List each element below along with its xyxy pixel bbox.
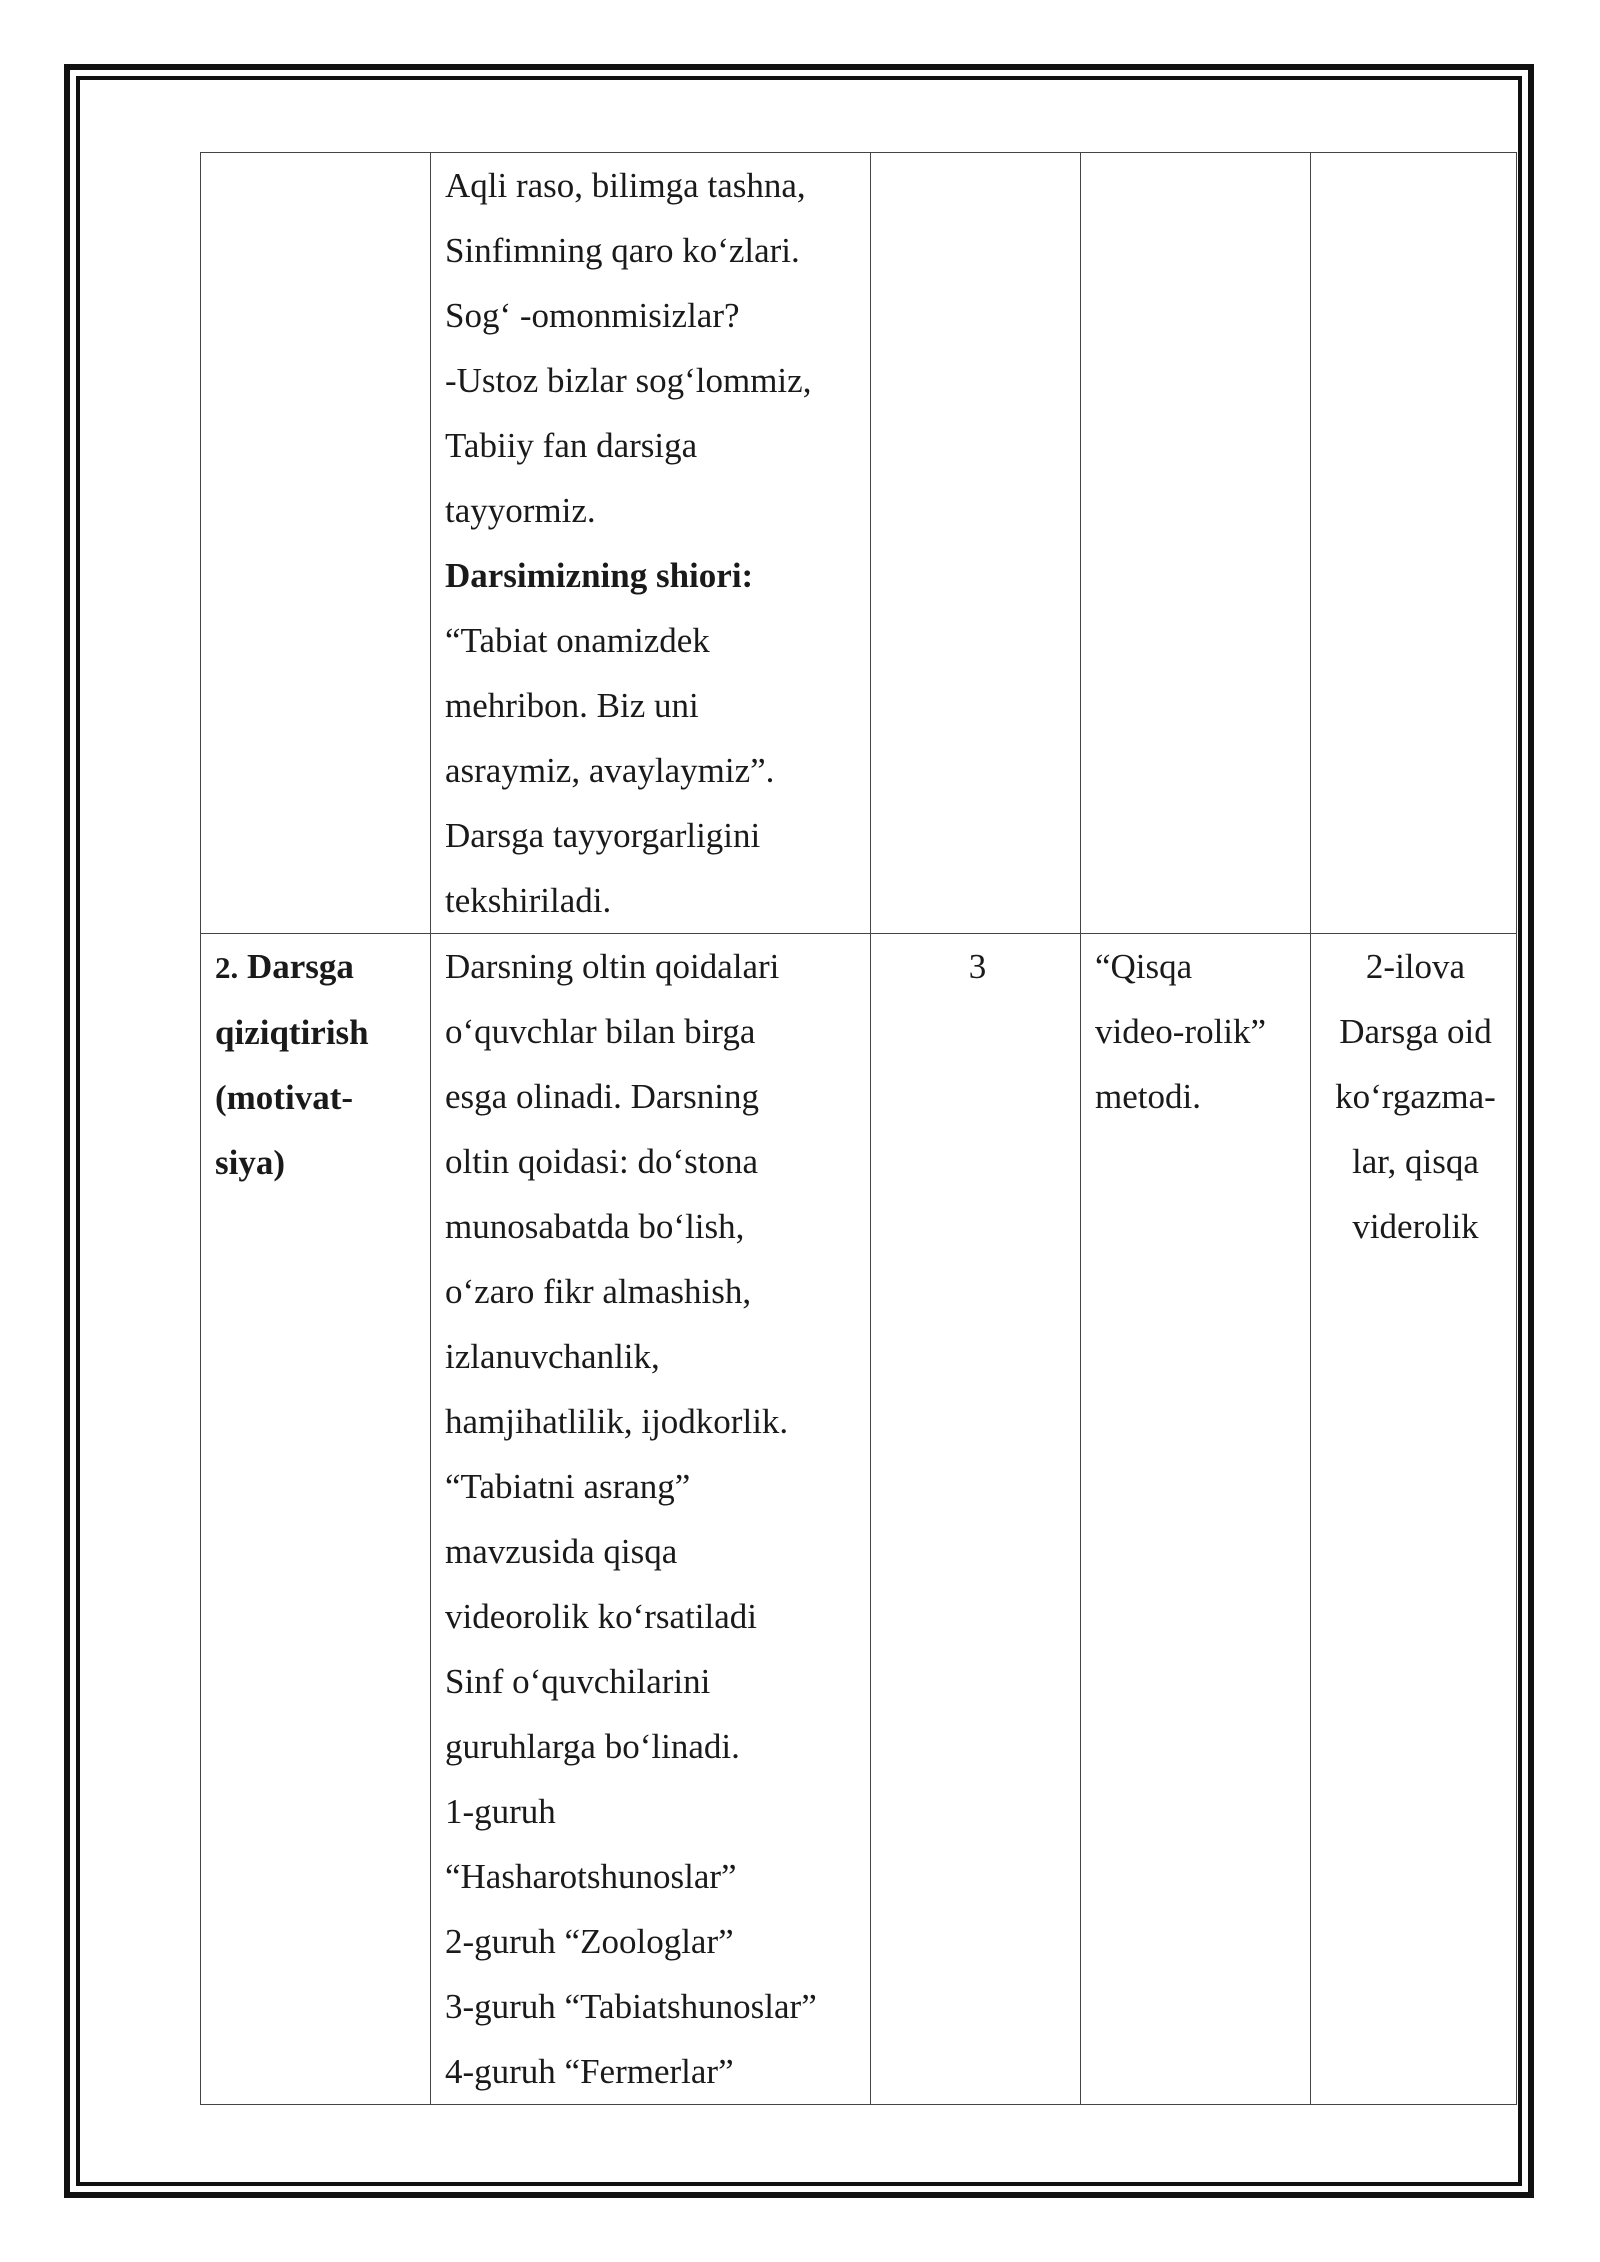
stage-title-line: siya) bbox=[215, 1143, 285, 1182]
content-line: 2-guruh “Zoologlar” bbox=[445, 1922, 734, 1961]
content-line: guruhlarga bo‘linadi. bbox=[445, 1727, 740, 1766]
content-line: esga olinadi. Darsning bbox=[445, 1077, 759, 1116]
resource-line: Darsga oid bbox=[1339, 1012, 1492, 1051]
resource-line: lar, qisqa bbox=[1352, 1142, 1479, 1181]
content-cell bbox=[431, 934, 871, 2105]
stage-title-line: (motivat- bbox=[215, 1078, 354, 1117]
motto-label: Darsimizning shiori: bbox=[445, 556, 754, 595]
content-line: Darsga tayyorgarligini bbox=[445, 816, 761, 855]
stage-title-line: Darsga bbox=[247, 947, 354, 986]
content-line: 1-guruh bbox=[445, 1792, 556, 1831]
method-line: “Qisqa bbox=[1095, 947, 1193, 986]
resource-line: ko‘rgazma- bbox=[1335, 1077, 1496, 1116]
content-line: tayyormiz. bbox=[445, 491, 596, 530]
lesson-plan-table bbox=[200, 152, 1517, 2105]
stage-title-line: qiziqtirish bbox=[215, 1013, 369, 1052]
resource-cell bbox=[1311, 153, 1517, 934]
content-line: Aqli raso, bilimga tashna, bbox=[445, 166, 806, 205]
content-line: videorolik ko‘rsatiladi bbox=[445, 1597, 758, 1636]
resource-cell bbox=[1311, 934, 1517, 2105]
stage-cell bbox=[201, 934, 431, 2105]
method-cell bbox=[1081, 934, 1311, 2105]
content-line: mehribon. Biz uni bbox=[445, 686, 699, 725]
content-line: Sinfimning qaro ko‘zlari. bbox=[445, 231, 800, 270]
method-cell bbox=[1081, 153, 1311, 934]
time-value: 3 bbox=[968, 947, 987, 986]
content-line: 4-guruh “Fermerlar” bbox=[445, 2052, 734, 2091]
content-line: “Hasharotshunoslar” bbox=[445, 1857, 737, 1896]
content-line: “Tabiatni asrang” bbox=[445, 1467, 691, 1506]
time-cell bbox=[871, 153, 1081, 934]
content-line: mavzusida qisqa bbox=[445, 1532, 678, 1571]
table-row bbox=[201, 153, 1517, 934]
content-cell bbox=[431, 153, 871, 934]
content-line: tekshiriladi. bbox=[445, 881, 612, 920]
content-line: -Ustoz bizlar sog‘lommiz, bbox=[445, 361, 812, 400]
time-cell bbox=[871, 934, 1081, 2105]
content-line: o‘quvchlar bilan birga bbox=[445, 1012, 756, 1051]
method-line: metodi. bbox=[1095, 1077, 1201, 1116]
table-row bbox=[201, 934, 1517, 2105]
content-line: o‘zaro fikr almashish, bbox=[445, 1272, 752, 1311]
content-line: oltin qoidasi: do‘stona bbox=[445, 1142, 759, 1181]
stage-number: 2. bbox=[215, 950, 239, 985]
content-line: izlanuvchanlik, bbox=[445, 1337, 660, 1376]
content-line: 3-guruh “Tabiatshunoslar” bbox=[445, 1987, 817, 2026]
content-line: “Tabiat onamizdek bbox=[445, 621, 710, 660]
content-line: Sog‘ -omonmisizlar? bbox=[445, 296, 740, 335]
resource-line: 2-ilova bbox=[1365, 947, 1466, 986]
content-line: Tabiiy fan darsiga bbox=[445, 426, 698, 465]
method-line: video-rolik” bbox=[1095, 1012, 1267, 1051]
content-line: munosabatda bo‘lish, bbox=[445, 1207, 745, 1246]
resource-line: viderolik bbox=[1352, 1207, 1479, 1246]
content-line: Darsning oltin qoidalari bbox=[445, 947, 780, 986]
stage-cell bbox=[201, 153, 431, 934]
content-line: hamjihatlilik, ijodkorlik. bbox=[445, 1402, 789, 1441]
content-line: Sinf o‘quvchilarini bbox=[445, 1662, 711, 1701]
content-line: asraymiz, avaylaymiz”. bbox=[445, 751, 775, 790]
